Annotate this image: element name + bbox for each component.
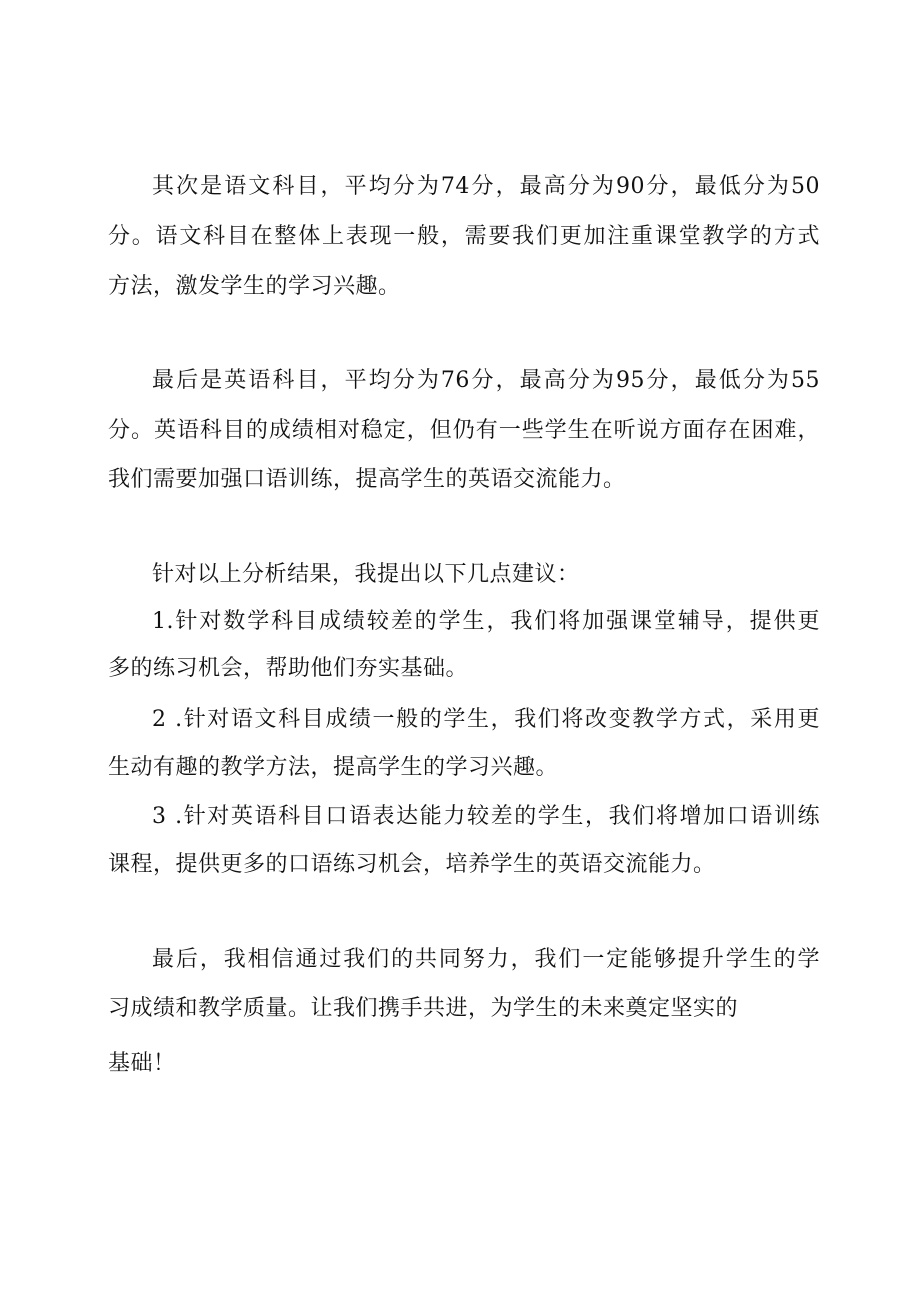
paragraph-2-line-3: 我们需要加强口语训练，提高学生的英语交流能力。 [108, 467, 626, 492]
suggestion-1-line-2: 多的练习机会，帮助他们夯实基础。 [108, 656, 469, 681]
closing-line-3: 基础！ [108, 1051, 176, 1076]
suggestions-intro: 针对以上分析结果，我提出以下几点建议： [152, 562, 580, 587]
suggestion-2-line-1: 2 .针对语文科目成绩一般的学生，我们将改变教学方式，采用更 [152, 707, 820, 732]
paragraph-2-line-1: 最后是英语科目，平均分为76分，最高分为95分，最低分为55 [152, 368, 820, 393]
paragraph-1-line-2: 分。语文科目在整体上表现一般，需要我们更加注重课堂教学的方式 [108, 224, 820, 249]
suggestion-3-line-2: 课程，提供更多的口语练习机会，培养学生的英语交流能力。 [108, 852, 716, 877]
suggestion-3-line-1: 3 .针对英语科目口语表达能力较差的学生，我们将增加口语训练 [152, 804, 820, 829]
paragraph-2-line-2: 分。英语科目的成绩相对稳定，但仍有一些学生在听说方面存在困难， [108, 418, 820, 443]
paragraph-1-line-1: 其次是语文科目，平均分为74分，最高分为90分，最低分为50 [152, 174, 820, 199]
closing-line-1: 最后，我相信通过我们的共同努力，我们一定能够提升学生的学 [152, 947, 820, 972]
suggestion-1-line-1: 1.针对数学科目成绩较差的学生，我们将加强课堂辅导，提供更 [152, 609, 820, 634]
paragraph-1-line-3: 方法，激发学生的学习兴趣。 [108, 274, 401, 299]
suggestion-2-line-2: 生动有趣的教学方法，提高学生的学习兴趣。 [108, 755, 559, 780]
closing-line-2: 习成绩和教学质量。让我们携手共进，为学生的未来奠定坚实的 [108, 996, 739, 1021]
